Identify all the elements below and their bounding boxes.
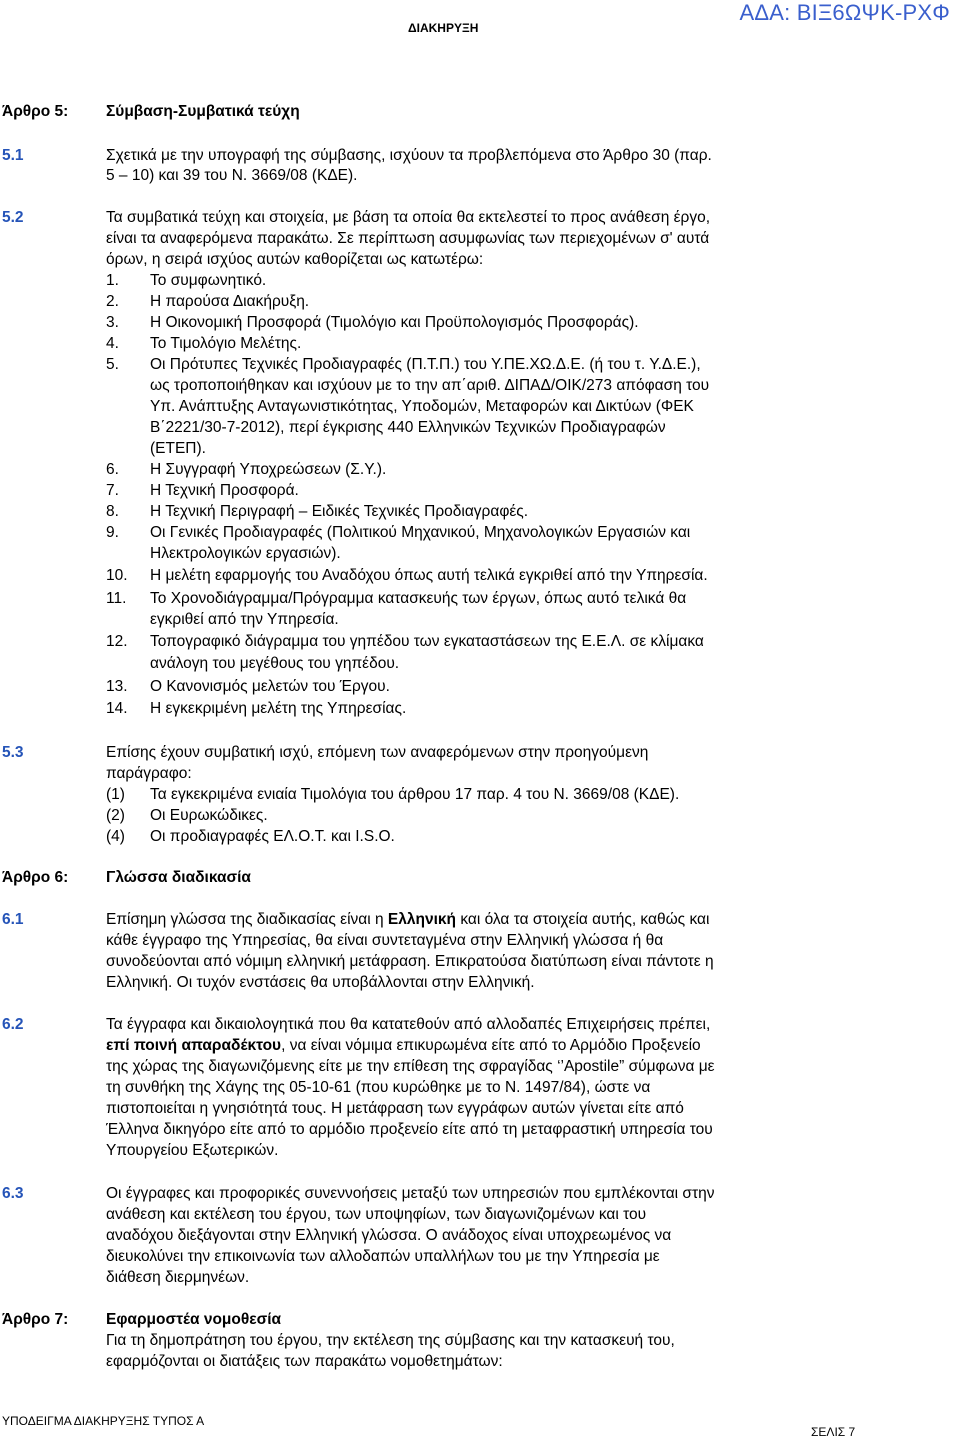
list-number: 8. [106,503,119,520]
para-6-2-line: Έλληνα δικηγόρο είτε από το αρμόδιο προξενείο είτε από τη μεταφραστική υπηρεσία του [106,1121,713,1138]
para-5-2-line: όρων, η σειρά ισχύος αυτών καθορίζεται ως κατωτέρω: [106,251,484,268]
para-5-2-line: Τα συμβατικά τεύχη και στοιχεία, με βάση τα οποία θα εκτελεστεί το προς ανάθεση έργο, [106,209,711,226]
list-number: 6. [106,461,119,478]
para-5-3-line: Επίσης έχουν συμβατική ισχύ, επόμενη των αναφερόμενων στην προηγούμενη [106,744,649,761]
para-6-2-line: Υπουργείου Εξωτερικών. [106,1142,279,1159]
text-run: Επίσημη γλώσσα της διαδικασίας είναι η [106,911,388,928]
para-6-2-line: Τα έγγραφα και δικαιολογητικά που θα κατατεθούν από αλλοδαπές Επιχειρήσεις πρέπει, [106,1016,711,1033]
para-6-3-line: διάθεση διερμηνέων. [106,1269,250,1286]
list-number: 4. [106,335,119,352]
para-6-3-line: διευκολύνει την επικοινωνία των αλλοδαπών υπαλλήλων του με την Υπηρεσία με [106,1248,660,1265]
list-item: Το Τιμολόγιο Μελέτης. [150,335,302,352]
list-number: 10. [106,567,128,584]
article-7-line: εφαρμόζονται οι διατάξεις των παρακάτω νομοθετημάτων: [106,1353,503,1370]
para-6-2-number: 6.2 [2,1016,24,1033]
header-doc-type: ΔΙΑΚΗΡΥΞΗ [408,21,479,35]
list-number: 14. [106,700,128,717]
list-item: Β΄2221/30-7-2012), περί έγκρισης 440 Ελληνικών Τεχνικών Προδιαγραφών [150,419,666,436]
para-6-3-line: αναδόχου διεξάγονται στην Ελληνική γλώσσα. Ο ανάδοχος είναι υποχρεωμένος να [106,1227,672,1244]
list-number: 13. [106,678,128,695]
emphasis-greek: Ελληνική [387,911,457,928]
list-item: Το Χρονοδιάγραμμα/Πρόγραμμα κατασκευής των έργων, όπως αυτό τελικά θα [150,590,687,607]
sublist-number: (4) [106,828,125,845]
list-item: Η παρούσα Διακήρυξη. [150,293,310,310]
para-6-3-line: Οι έγγραφες και προφορικές συνεννοήσεις μεταξύ των υπηρεσιών που εμπλέκονται στην [106,1185,715,1202]
article-5-label: Άρθρο 5: [2,103,69,120]
list-number: 1. [106,272,119,289]
article-7-line: Για τη δημοπράτηση του έργου, την εκτέλεση της σύμβασης και την κατασκευή του, [106,1332,675,1349]
article-5-title: Σύμβαση-Συμβατικά τεύχη [106,103,300,120]
sublist-item: Τα εγκεκριμένα ενιαία Τιμολόγια του άρθρου 17 παρ. 4 του Ν. 3669/08 (ΚΔΕ). [150,786,680,803]
sublist-item: Οι προδιαγραφές ΕΛ.Ο.Τ. και I.S.O. [150,828,395,845]
sublist-item: Οι Ευρωκώδικες. [150,807,268,824]
list-number: 3. [106,314,119,331]
para-6-2-line: της χώρας της διαγωνιζόμενης είτε με την επίθεση της σφραγίδας ‘’Apostile” σύμφωνα με [106,1058,715,1075]
text-run: και όλα τα στοιχεία αυτής, καθώς και [456,911,710,928]
list-item: Η εγκεκριμένη μελέτη της Υπηρεσίας. [150,700,407,717]
article-6-label: Άρθρο 6: [2,869,69,886]
list-item: ανάλογη του μεγέθους του γηπέδου. [150,655,400,672]
list-item: Η Συγγραφή Υποχρεώσεων (Σ.Υ.). [150,461,387,478]
list-number: 12. [106,633,128,650]
sublist-number: (1) [106,786,125,803]
list-item: Η Τεχνική Περιγραφή – Ειδικές Τεχνικές Προδιαγραφές. [150,503,529,520]
para-5-1-line: 5 – 10) και 39 του Ν. 3669/08 (ΚΔΕ). [106,167,358,184]
list-item: Η Τεχνική Προσφορά. [150,482,299,499]
para-5-2-number: 5.2 [2,209,24,226]
footer-page-number: ΣΕΛΙΣ 7 [811,1425,856,1439]
para-6-2-line: πιστοποιείται η γνησιότητά τους. Η μετάφραση των εγγράφων αυτών γίνεται είτε από [106,1100,684,1117]
para-5-2-line: είναι τα αναφερόμενα παρακάτω. Σε περίπτωση ασυμφωνίας των περιεχομένων σ' αυτά [106,230,710,247]
footer-template-label: ΥΠΟΔΕΙΓΜΑ ΔΙΑΚΗΡΥΞΗΣ ΤΥΠΟΣ Α [2,1414,205,1428]
header-ada-code: ΑΔΑ: ΒΙΞ6ΩΨΚ-ΡΧΦ [739,0,950,25]
para-6-3-number: 6.3 [2,1185,24,1202]
para-6-1-line: Ελληνική. Οι τυχόν ενστάσεις θα υποβάλλονται στην Ελληνική. [106,974,535,991]
list-number: 9. [106,524,119,541]
para-6-2-line: τη συνθήκη της Χάγης της 05-10-61 (που κυρώθηκε με το Ν. 1497/84), ώστε να [106,1079,651,1096]
list-item: ως τροποποιήθηκαν και ισχύουν με το την απ΄αριθ. ΔΙΠΑΔ/ΟΙΚ/273 απόφαση του [150,377,710,394]
list-item: εγκριθεί από την Υπηρεσία. [150,611,339,628]
list-item: Υπ. Ανάπτυξης Ανταγωνιστικότητας, Υποδομών, Μεταφορών και Δικτύων (ΦΕΚ [150,398,694,415]
para-5-1-number: 5.1 [2,147,24,164]
list-number: 7. [106,482,119,499]
para-6-1-line: κάθε έγγραφο της Υπηρεσίας, θα είναι συντεταγμένα στην Ελληνική γλώσσα ή θα [106,932,664,949]
emphasis-penalty: επί ποινή απαραδέκτου [106,1037,282,1054]
list-number: 11. [106,590,127,607]
para-6-1-line [106,910,709,929]
para-5-3-line: παράγραφο: [106,765,192,782]
list-number: 5. [106,356,119,373]
para-6-2-line [106,1036,701,1055]
list-item: Τοπογραφικό διάγραμμα του γηπέδου των εγκαταστάσεων της Ε.Ε.Λ. σε κλίμακα [150,633,704,650]
list-item: Ηλεκτρολογικών εργασιών). [150,545,341,562]
sublist-number: (2) [106,807,125,824]
text-run: , να είναι νόμιμα επικυρωμένα είτε από το Αρμόδιο Προξενείο [281,1037,701,1054]
para-5-3-number: 5.3 [2,744,24,761]
list-item: Η μελέτη εφαρμογής του Αναδόχου όπως αυτή τελικά εγκριθεί από την Υπηρεσία. [150,567,708,584]
list-item: (ΕΤΕΠ). [150,440,206,457]
para-5-1-line: Σχετικά με την υπογραφή της σύμβασης, ισχύουν τα προβλεπόμενα στο Άρθρο 30 (παρ. [106,147,712,164]
list-number: 2. [106,293,119,310]
article-6-title: Γλώσσα διαδικασία [106,869,251,886]
para-6-1-line: συνοδεύονται από νόμιμη ελληνική μετάφραση. Επικρατούσα διατύπωση είναι πάντοτε η [106,953,714,970]
list-item: Το συμφωνητικό. [150,272,267,289]
list-item: Ο Κανονισμός μελετών του Έργου. [150,678,390,695]
list-item: Η Οικονομική Προσφορά (Τιμολόγιο και Προϋπολογισμός Προσφοράς). [150,314,639,331]
list-item: Οι Γενικές Προδιαγραφές (Πολιτικού Μηχανικού, Μηχανολογικών Εργασιών και [150,524,691,541]
article-7-title: Εφαρμοστέα νομοθεσία [106,1311,282,1328]
list-item: Οι Πρότυπες Τεχνικές Προδιαγραφές (Π.Τ.Π.) του Υ.ΠΕ.ΧΩ.Δ.Ε. (ή του τ. Υ.Δ.Ε.), [150,356,701,373]
para-6-1-number: 6.1 [2,911,24,928]
para-6-3-line: ανάθεση και εκτέλεση του έργου, των υποψηφίων, των διαγωνιζομένων και του [106,1206,647,1223]
article-7-label: Άρθρο 7: [2,1311,69,1328]
